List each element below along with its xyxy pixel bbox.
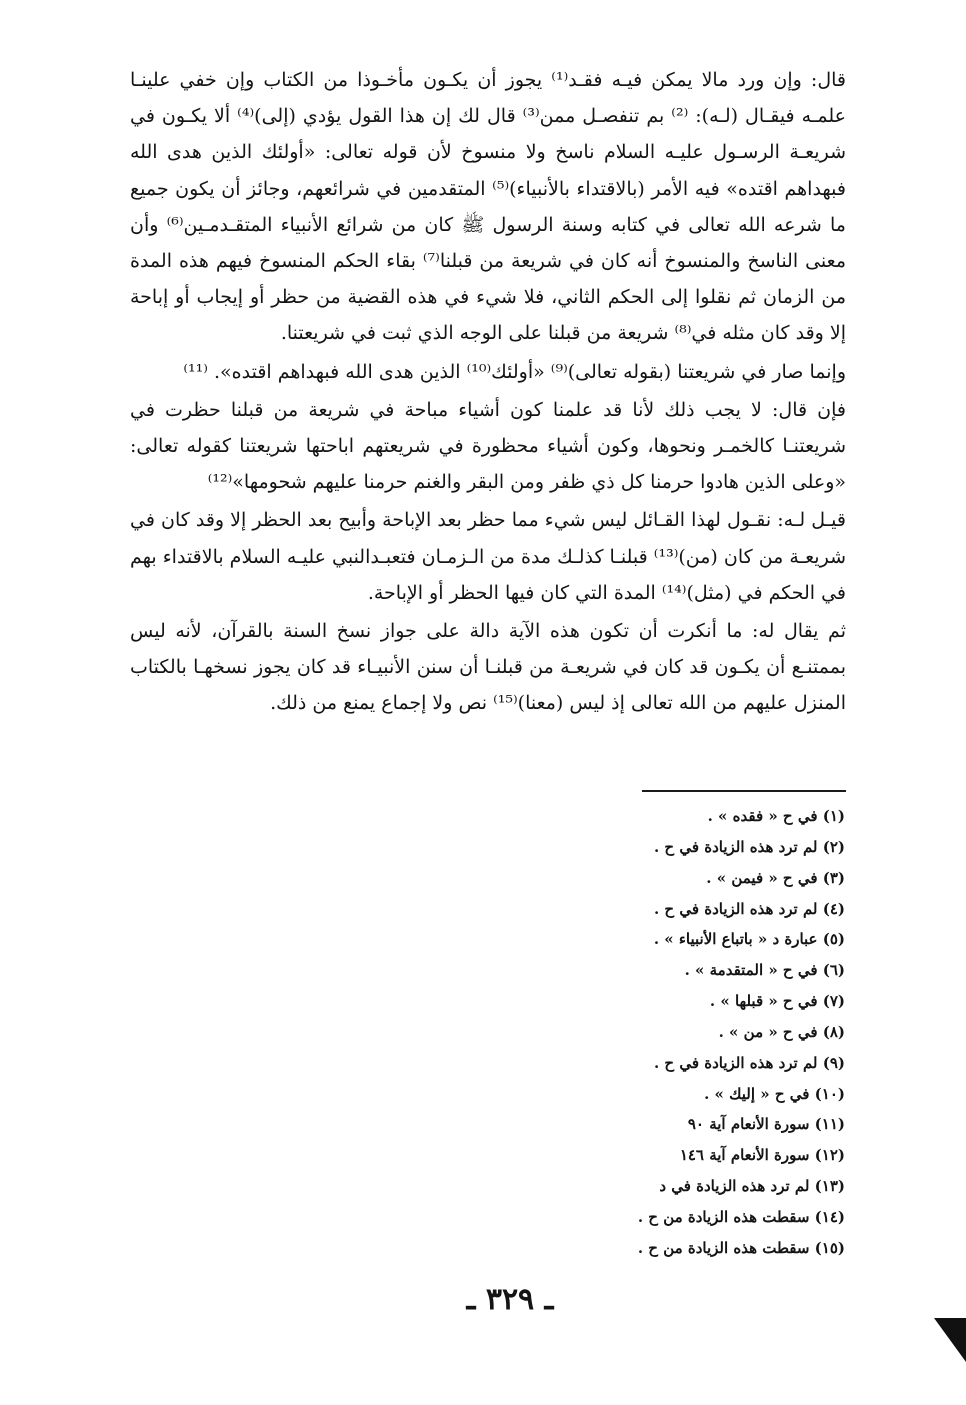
page-number: ـ ٣٢٩ ـ (466, 1282, 554, 1317)
footnote-7: (٧) في ح « قبلها » . (709, 992, 845, 1011)
paragraph-3: فإن قال: لا يجب ذلك لأنا قد علمنا كون أشياء مباحة في شريعة من قبلنا حظرت في شريعتنـا كالخمـر ونحوها، وكون أشياء محظورة في شريعتهم اباحتها شريعتنا كقوله تعالى: «وعلى الذين هادوا حرمنا كل ذي ظفر ومن البقر والغنم حرمنا عليهم شحومها»⁽¹²⁾ (130, 398, 846, 494)
footnote-10: (١٠) في ح « إليك » . (704, 1084, 845, 1103)
paragraph-4: قيـل لـه: نقـول لهذا القـائل ليس شيء مما حظر بعد الإباحة وأبيح بعد الحظر إلا وقد كان في شريعـة من كان (من)⁽¹³⁾ قبلنـا كذلـك مدة من الـزمـان فتعبـدالنبي عليـه السلام بالاقتداء بهم في الحكم في (مثل)⁽¹⁴⁾ المدة التي كان فيها الحظر أو الإباحة. (130, 509, 846, 604)
footnote-3: (٣) في ح « فيمن » . (706, 868, 845, 887)
footnote-11: (١١) سورة الأنعام آية ٩٠ (687, 1115, 845, 1134)
footnote-6: (٦) في ح « المتقدمة » . (684, 961, 845, 980)
footnote-2: (٢) لم ترد هذه الزيادة في ح . (653, 837, 845, 856)
footnote-13: (١٣) لم ترد هذه الزيادة في د (659, 1177, 845, 1196)
footnote-14: (١٤) سقطت هذه الزيادة من ح . (637, 1207, 845, 1226)
footnote-12: (١٢) سورة الأنعام آية ١٤٦ (679, 1146, 845, 1165)
footnote-8: (٨) في ح « من » . (718, 1022, 845, 1041)
corner-triangle-mark (934, 1318, 966, 1362)
paragraph-5: ثم يقال له: ما أنكرت أن تكون هذه الآية دالة على جواز نسخ السنة بالقرآن، لأنه ليس بممتنـع أن يكـون قد كان في شريعـة من قبلنـا أن سنن الأنبيـاء قد كان يجوز نسخهـا بالكتاب المنزل عليهم من الله تعالى إذ ليس (معنا)⁽¹⁵⁾ نص ولا إجماع يمنع من ذلك. (130, 620, 846, 715)
footnote-4: (٤) لم ترد هذه الزيادة في ح . (653, 899, 845, 918)
footnote-5: (٥) عبارة د « باتباع الأنبياء » . (653, 930, 845, 949)
paragraph-2: وإنما صار في شريعتنا (بقوله تعالى)⁽⁹⁾ «أولئك⁽¹⁰⁾ الذين هدى الله فبهداهم اقتده». ⁽¹¹⁾ (183, 360, 846, 383)
footnote-divider (642, 790, 846, 792)
paragraph-1: قال: وإن ورد مالا يمكن فيـه فقـد⁽¹⁾ يجوز أن يكـون مأخـوذا من الكتاب وإن خفي علينـا علمـه فيقـال (لـه): ⁽²⁾ بم تنفصـل ممن⁽³⁾ قال لك إن هذا القول يؤدي (إلى)⁽⁴⁾ ألا يكـون في شريعـة الرسـول عليـه السلام ناسخ ولا منسوخ لأن قوله تعالى: «أولئك الذين هدى الله فبهداهم اقتده» فيه الأمر (بالاقتداء بالأنبياء)⁽⁵⁾ المتقدمين في شرائعهم، وجائز أن يكون جميع ما شرعه الله تعالى في كتابه وسنة الرسول ﷺ كان من شرائع الأنبياء المتقـدمـين⁽⁶⁾ وأن معنى الناسخ والمنسوخ أنه كان في شريعة من قبلنا⁽⁷⁾ بقاء الحكم المنسوخ فيهم هذه المدة من الزمان ثم نقلوا إلى الحكم الثاني، فلا شيء في هذه القضية من حظر أو إيجاب أو إباحة إلا وقد كان مثله في⁽⁸⁾ شريعة من قبلنا على الوجه الذي ثبت في شريعتنا. (130, 69, 847, 345)
footnote-9: (٩) لم ترد هذه الزيادة في ح . (653, 1053, 845, 1072)
main-text-body (130, 62, 846, 724)
footnote-15: (١٥) سقطت هذه الزيادة من ح . (637, 1238, 845, 1257)
footnote-1: (١) في ح « فقده » . (707, 807, 845, 825)
footnotes-list (500, 801, 845, 1264)
